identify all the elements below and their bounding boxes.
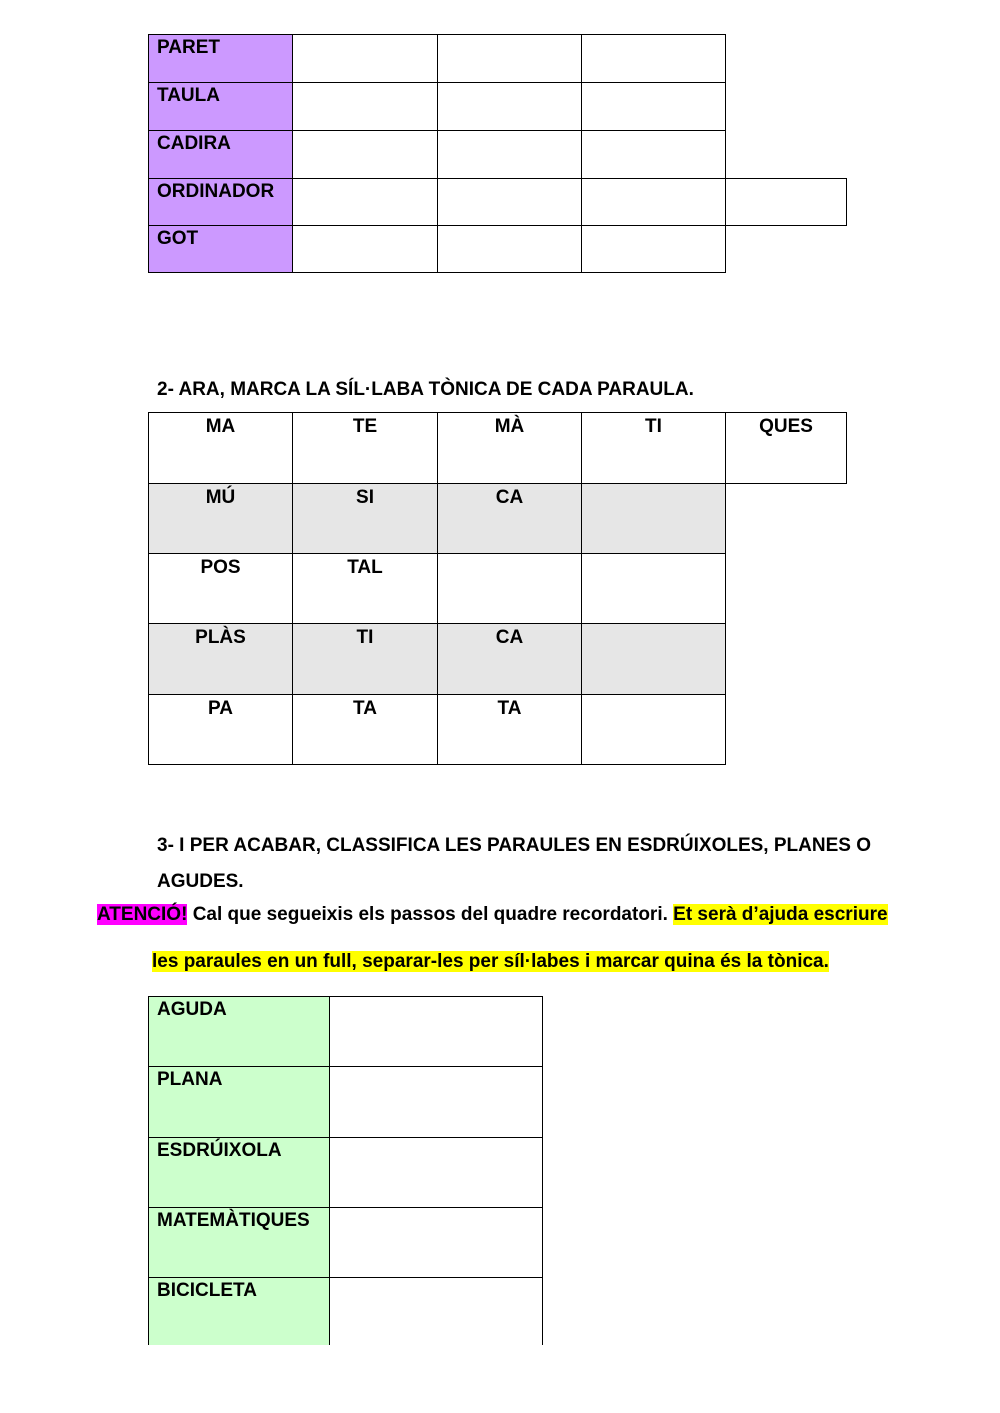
syllable-cell[interactable]: CA xyxy=(437,623,582,695)
syllable-cell[interactable]: TAL xyxy=(292,553,438,624)
attention-line xyxy=(97,905,888,924)
word-cell-cadira: CADIRA xyxy=(148,130,293,179)
syllable-input-cell[interactable] xyxy=(292,225,438,273)
syllable-cell[interactable] xyxy=(581,694,726,765)
syllable-cell[interactable]: TA xyxy=(437,694,582,765)
syllable-cell[interactable]: QUES xyxy=(725,412,847,484)
syllable-cell[interactable]: PLÀS xyxy=(148,623,293,695)
syllable-input-cell[interactable] xyxy=(581,82,726,131)
section3-heading-line2: AGUDES. xyxy=(157,871,244,892)
word-cell-matematiques: MATEMÀTIQUES xyxy=(148,1207,330,1278)
hint-text-part2: les paraules en un full, separar-les per síl·labes i marcar quina és la tònica. xyxy=(152,951,829,972)
answer-input-cell[interactable] xyxy=(329,1207,543,1278)
syllable-input-cell[interactable] xyxy=(437,82,582,131)
syllable-cell[interactable]: TI xyxy=(292,623,438,695)
syllable-input-cell[interactable] xyxy=(581,225,726,273)
attention-label: ATENCIÓ! xyxy=(97,904,188,925)
category-cell-aguda: AGUDA xyxy=(148,996,330,1067)
syllable-cell[interactable] xyxy=(581,483,726,554)
syllable-input-cell[interactable] xyxy=(292,34,438,83)
category-cell-plana: PLANA xyxy=(148,1066,330,1138)
syllable-cell[interactable]: POS xyxy=(148,553,293,624)
syllable-cell[interactable] xyxy=(581,553,726,624)
syllable-input-cell[interactable] xyxy=(292,82,438,131)
section2-heading: 2- ARA, MARCA LA SÍL·LABA TÒNICA DE CADA PARAULA. xyxy=(157,379,694,400)
section3-heading-line1: 3- I PER ACABAR, CLASSIFICA LES PARAULES EN ESDRÚIXOLES, PLANES O xyxy=(157,835,871,856)
syllable-cell[interactable]: CA xyxy=(437,483,582,554)
syllable-input-cell[interactable] xyxy=(581,34,726,83)
word-cell-ordinador: ORDINADOR xyxy=(148,178,293,226)
hint-text-part1: Et serà d’ajuda escriure xyxy=(673,904,888,925)
syllable-input-cell[interactable] xyxy=(581,178,726,226)
syllable-input-cell[interactable] xyxy=(725,178,847,226)
syllable-input-cell[interactable] xyxy=(437,34,582,83)
syllable-cell[interactable]: TI xyxy=(581,412,726,484)
syllable-input-cell[interactable] xyxy=(437,130,582,179)
syllable-input-cell[interactable] xyxy=(292,130,438,179)
word-cell-paret: PARET xyxy=(148,34,293,83)
syllable-cell[interactable] xyxy=(437,553,582,624)
syllable-cell[interactable]: MA xyxy=(148,412,293,484)
syllable-cell[interactable]: PA xyxy=(148,694,293,765)
syllable-input-cell[interactable] xyxy=(292,178,438,226)
word-cell-got: GOT xyxy=(148,225,293,273)
answer-input-cell[interactable] xyxy=(329,1066,543,1138)
hint-line xyxy=(152,952,829,971)
category-cell-esdruixola: ESDRÚIXOLA xyxy=(148,1137,330,1208)
syllable-input-cell[interactable] xyxy=(581,130,726,179)
syllable-cell[interactable] xyxy=(581,623,726,695)
syllable-cell[interactable]: SI xyxy=(292,483,438,554)
syllable-cell[interactable]: TA xyxy=(292,694,438,765)
answer-input-cell[interactable] xyxy=(329,996,543,1067)
syllable-input-cell[interactable] xyxy=(437,225,582,273)
syllable-input-cell[interactable] xyxy=(437,178,582,226)
answer-input-cell[interactable] xyxy=(329,1137,543,1208)
answer-input-cell[interactable] xyxy=(329,1277,543,1345)
word-cell-bicicleta: BICICLETA xyxy=(148,1277,330,1345)
instruction-text: Cal que segueixis els passos del quadre recordatori. xyxy=(187,904,674,925)
syllable-cell[interactable]: MÚ xyxy=(148,483,293,554)
syllable-cell[interactable]: TE xyxy=(292,412,438,484)
syllable-cell[interactable]: MÀ xyxy=(437,412,582,484)
word-cell-taula: TAULA xyxy=(148,82,293,131)
